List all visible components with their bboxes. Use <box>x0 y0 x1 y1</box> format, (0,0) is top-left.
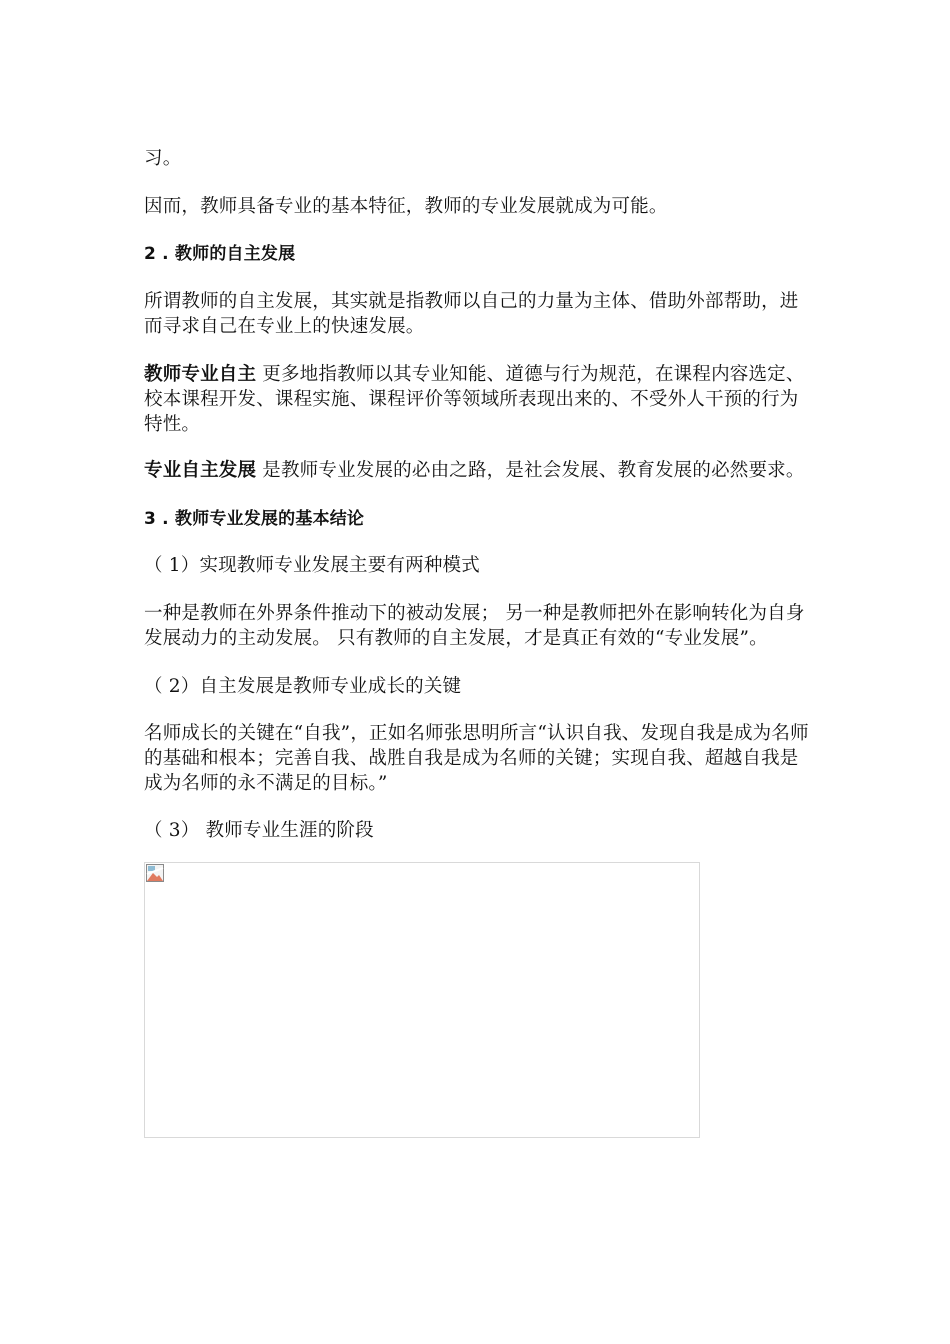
text-teacher-autonomy: 更多地指教师以其专业知能、道德与行为规范，在课程内容选定、校本课程开发、课程实施、课程评价等领域所表现出来的、不受外人干预的行为特性。 <box>144 364 805 435</box>
broken-image-icon <box>146 864 164 882</box>
term-teacher-autonomy: 教师专业自主 <box>144 364 257 385</box>
paragraph-teacher-autonomy <box>144 362 812 437</box>
paragraph-famous-teacher: 名师成长的关键在“自我”，正如名师张思明所言“认识自我、发现自我是成为名师的基础和根本；完善自我、战胜自我是成为名师的关键；实现自我、超越自我是成为名师的永不满足的目标。” <box>144 723 809 794</box>
subheading-two-modes: （ 1）实现教师专业发展主要有两种模式 <box>144 555 480 576</box>
term-professional-autonomy: 专业自主发展 <box>144 460 257 481</box>
subheading-career-stages: （ 3） 教师专业生涯的阶段 <box>144 820 374 841</box>
paragraph-professional-autonomy <box>144 458 812 483</box>
paragraph-continuation: 习。 <box>144 148 182 169</box>
text-professional-autonomy: 是教师专业发展的必由之路，是社会发展、教育发展的必然要求。 <box>256 460 805 481</box>
heading-autonomous-development: 2 . 教师的自主发展 <box>144 244 296 264</box>
paragraph-professional-feature: 因而，教师具备专业的基本特征，教师的专业发展就成为可能。 <box>144 196 668 217</box>
subheading-key-growth: （ 2）自主发展是教师专业成长的关键 <box>144 676 462 697</box>
paragraph-two-modes: 一种是教师在外界条件推动下的被动发展； 另一种是教师把外在影响转化为自身发展动力的主动发展。 只有教师的自主发展，才是真正有效的“专业发展”。 <box>144 603 805 649</box>
career-stages-image <box>144 862 700 1138</box>
paragraph-autonomous-definition: 所谓教师的自主发展，其实就是指教师以自己的力量为主体、借助外部帮助，进而寻求自己在专业上的快速发展。 <box>144 291 799 337</box>
heading-basic-conclusions: 3 . 教师专业发展的基本结论 <box>144 509 365 529</box>
